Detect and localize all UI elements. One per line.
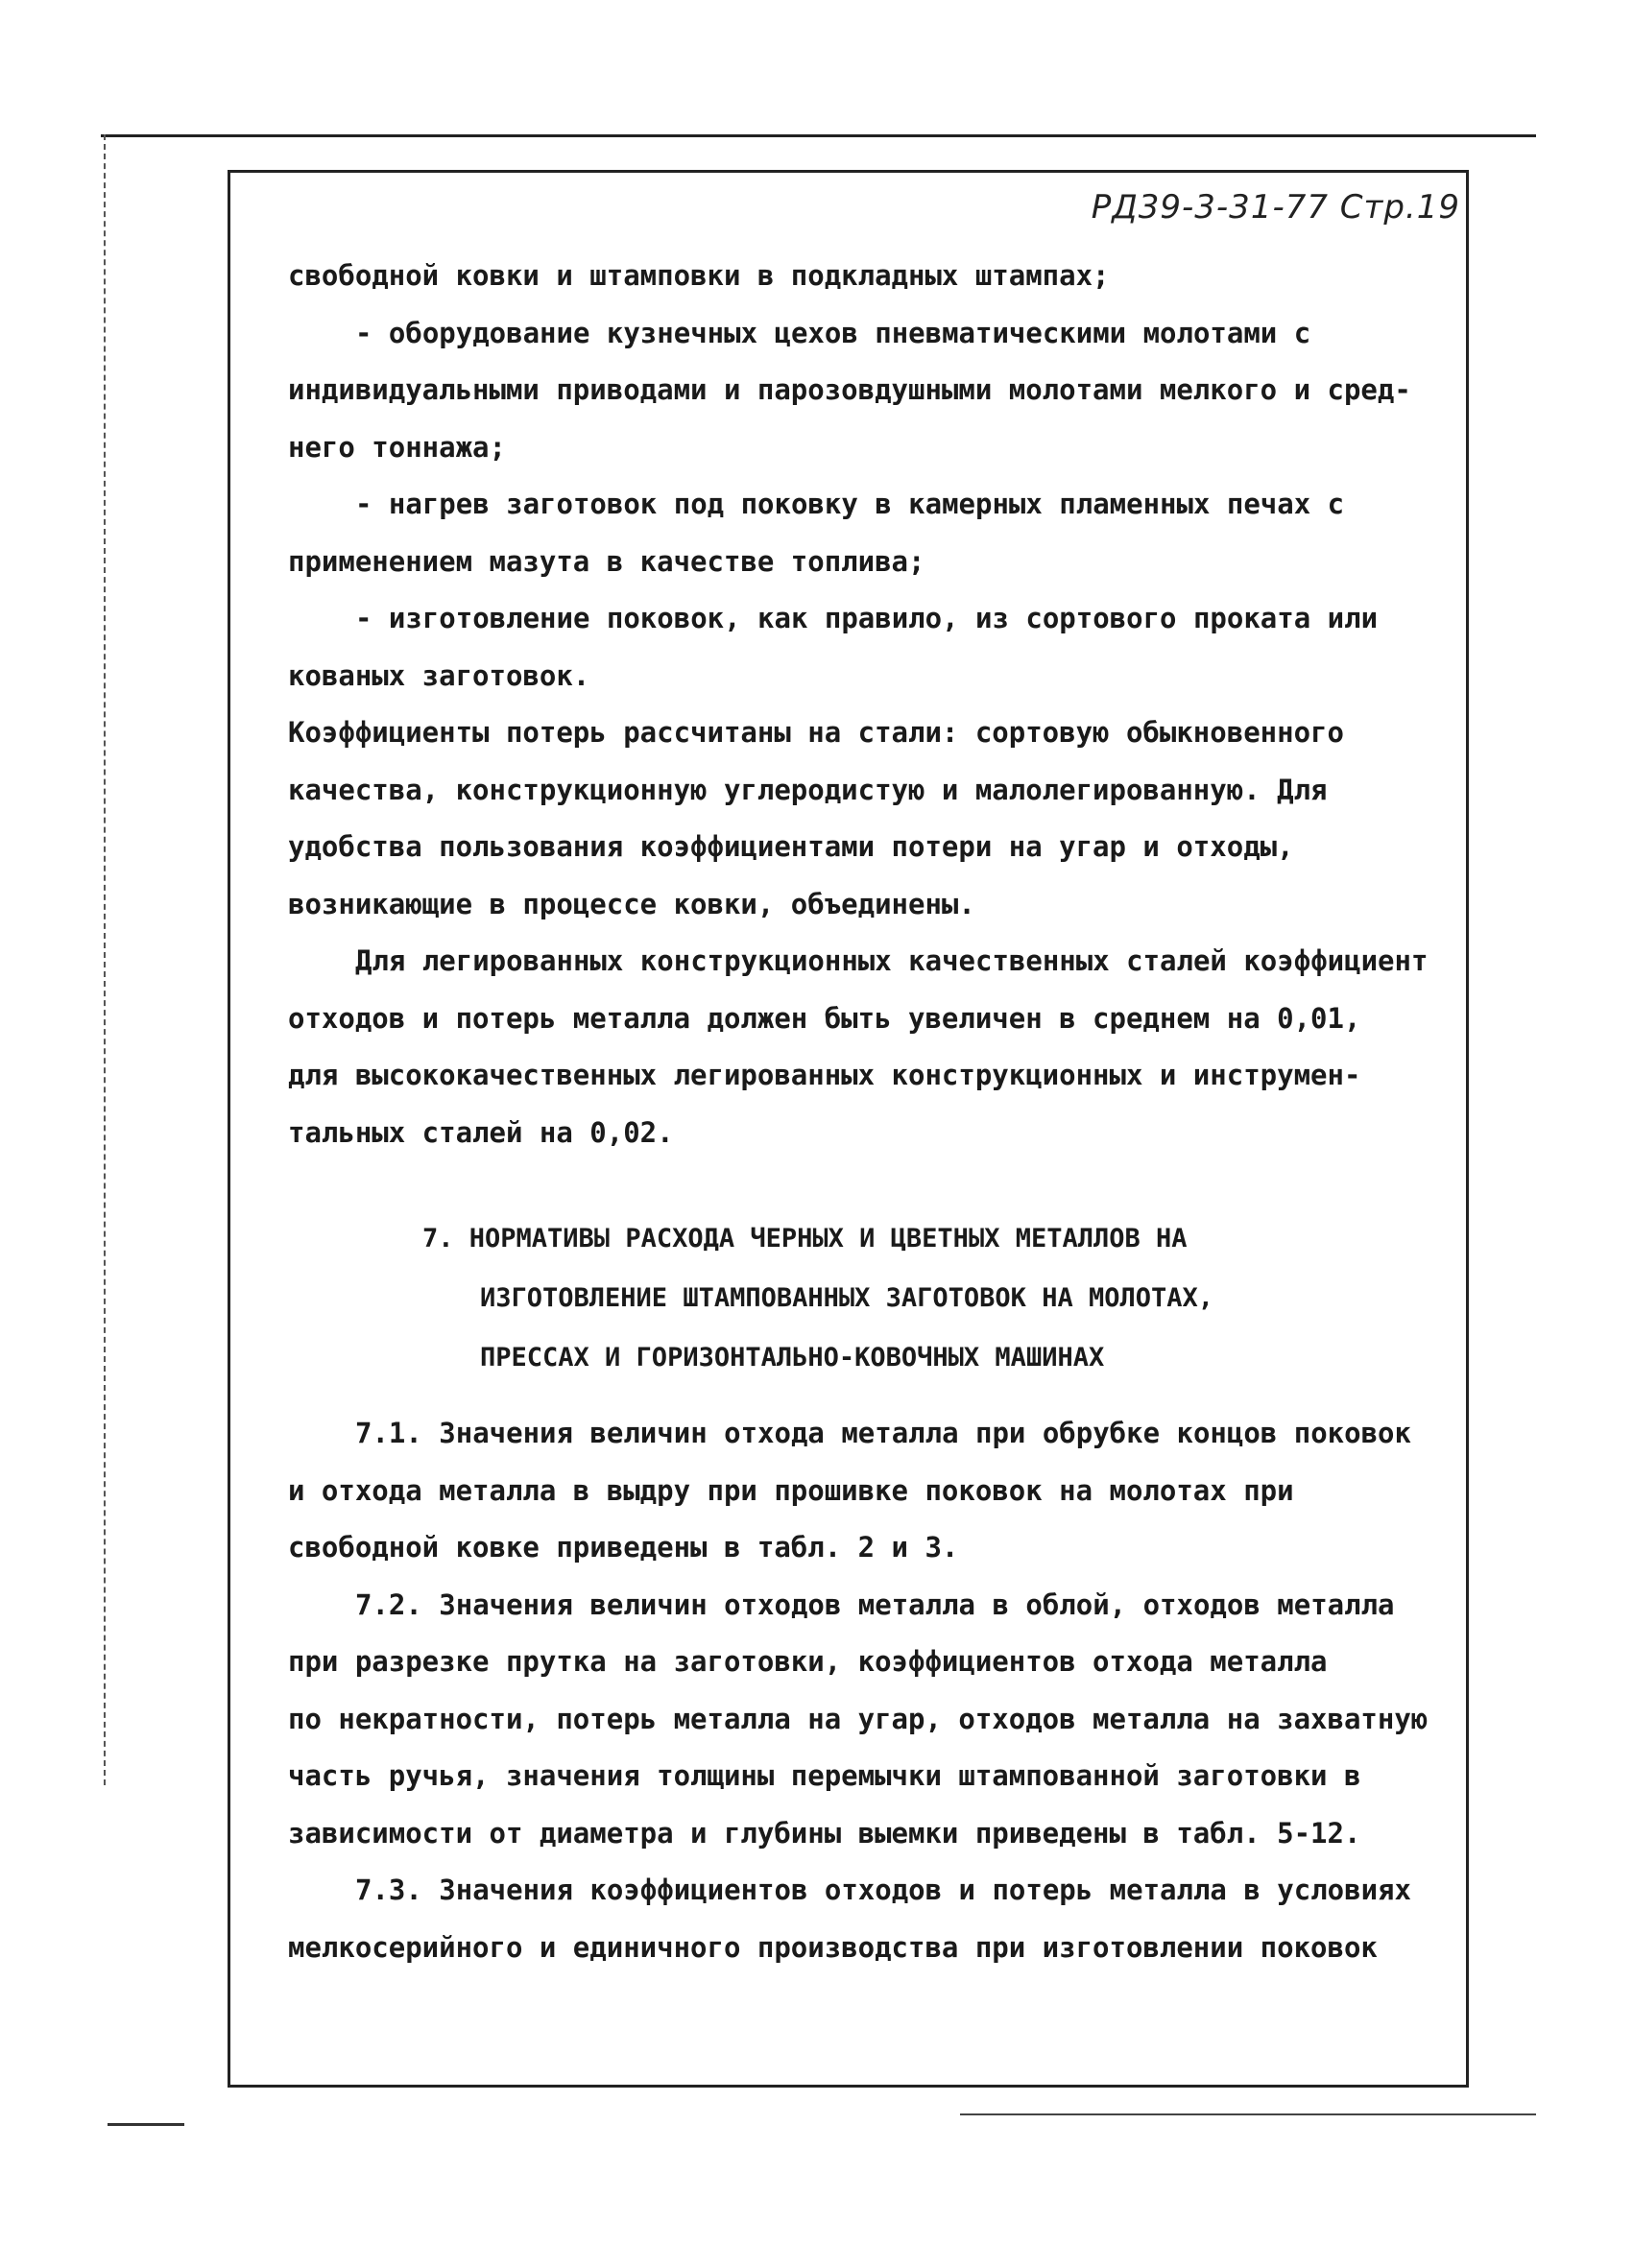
outer-border-bottom <box>960 2113 1536 2115</box>
text-line: и отхода металла в выдру при прошивке поковок на молотах при <box>288 1473 1294 1507</box>
list-item: - изготовление поковок, как правило, из сортового проката или <box>355 602 1379 634</box>
text-line: тальных сталей на 0,02. <box>288 1115 674 1149</box>
text-line: него тоннажа; <box>288 430 506 464</box>
text-line: применением мазута в качестве топлива; <box>288 544 925 578</box>
text-line: качества, конструкционную углеродистую и малолегированную. Для <box>288 773 1328 806</box>
text-line: Для легированных конструкционных качественных сталей коэффициент <box>355 944 1429 977</box>
outer-border-left <box>104 134 106 1785</box>
heading-line-1: 7. НОРМАТИВЫ РАСХОДА ЧЕРНЫХ И ЦВЕТНЫХ МЕТАЛЛОВ НА <box>422 1224 1188 1253</box>
heading-line-3: ПРЕССАХ И ГОРИЗОНТАЛЬНО-КОВОЧНЫХ МАШИНАХ <box>480 1343 1105 1373</box>
text-line: при разрезке прутка на заготовки, коэффициентов отхода металла <box>288 1645 1328 1678</box>
list-item: - оборудование кузнечных цехов пневматическими молотами с <box>355 316 1311 349</box>
text-line: по некратности, потерь металла на угар, отходов металла на захватную <box>288 1702 1429 1735</box>
section-heading <box>422 1209 1382 1388</box>
text-line: кованых заготовок. <box>288 658 590 692</box>
text-line: отходов и потерь металла должен быть увеличен в среднем на 0,01, <box>288 1001 1361 1035</box>
text-line: индивидуальными приводами и парозовдушными молотами мелкого и сред- <box>288 373 1411 406</box>
text-line: часть ручья, значения толщины перемычки штампованной заготовки в <box>288 1759 1361 1792</box>
section-text <box>288 1405 1459 1976</box>
outer-border-top <box>101 134 1536 137</box>
text-line: мелкосерийного и единичного производства при изготовлении поковок <box>288 1930 1378 1964</box>
corner-mark <box>108 2123 184 2126</box>
text-line: Коэффициенты потерь рассчитаны на стали: сортовую обыкновенного <box>288 716 1344 749</box>
document-code: РД39-3-31-77 Стр.19 <box>1091 188 1460 227</box>
text-line: для высококачественных легированных конструкционных и инструмен- <box>288 1059 1361 1091</box>
clause-7-1: 7.1. Значения величин отхода металла при обрубке концов поковок <box>355 1417 1411 1449</box>
list-item: - нагрев заготовок под поковку в камерных пламенных печах с <box>355 488 1345 520</box>
text-line: удобства пользования коэффициентами потери на угар и отходы, <box>288 830 1294 863</box>
body-text <box>288 248 1459 1161</box>
text-line: зависимости от диаметра и глубины выемки приведены в табл. 5-12. <box>288 1816 1361 1850</box>
text-line: свободной ковке приведены в табл. 2 и 3. <box>288 1531 959 1564</box>
text-line: свободной ковки и штамповки в подкладных штампах; <box>288 259 1110 292</box>
clause-7-3: 7.3. Значения коэффициентов отходов и потерь металла в условиях <box>355 1874 1411 1906</box>
heading-line-2: ИЗГОТОВЛЕНИЕ ШТАМПОВАННЫХ ЗАГОТОВОК НА МОЛОТАХ, <box>480 1283 1214 1313</box>
clause-7-2: 7.2. Значения величин отходов металла в облой, отходов металла <box>355 1588 1395 1621</box>
text-line: возникающие в процессе ковки, объединены. <box>288 887 975 920</box>
